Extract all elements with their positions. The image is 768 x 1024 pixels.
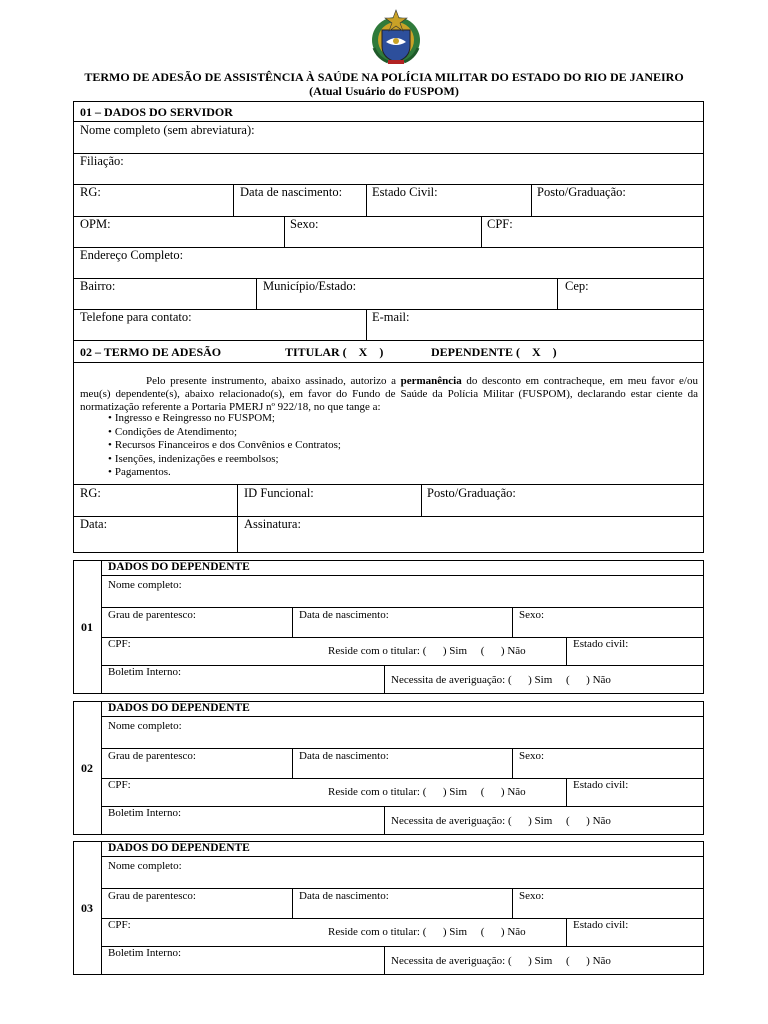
posto-signature-field[interactable]: Posto/Graduação: (427, 486, 516, 500)
dependent-grau-field[interactable]: Grau de parentesco: (108, 750, 196, 762)
rg-field[interactable]: RG: (80, 185, 101, 199)
dependent-grau-field[interactable]: Grau de parentesco: (108, 609, 196, 621)
divider (101, 607, 704, 608)
dependent-reside-checkbox[interactable]: Reside com o titular: ( ) Sim ( ) Não (328, 645, 526, 657)
divider (101, 665, 704, 666)
dependent-cpf-field[interactable]: CPF: (108, 638, 131, 650)
divider (512, 888, 513, 918)
servidor-form (73, 101, 704, 553)
dependent-sexo-field[interactable]: Sexo: (519, 750, 545, 762)
nome-completo-field[interactable]: Nome completo (sem abreviatura): (80, 123, 255, 137)
list-item: • Condições de Atendimento; (108, 426, 341, 440)
section2-heading: 02 – TERMO DE ADESÃO (80, 345, 222, 359)
divider (101, 575, 704, 576)
assinatura-field[interactable]: Assinatura: (244, 517, 301, 531)
dependent-heading: DADOS DO DEPENDENTE (108, 561, 250, 573)
list-item: • Ingresso e Reingresso no FUSPOM; (108, 412, 341, 426)
divider (384, 806, 385, 835)
divider (292, 888, 293, 918)
email-field[interactable]: E-mail: (372, 310, 410, 324)
dependent-estado-civil-field[interactable]: Estado civil: (573, 638, 629, 650)
filiacao-field[interactable]: Filiação: (80, 154, 124, 168)
divider (566, 918, 567, 946)
sexo-field[interactable]: Sexo: (290, 217, 319, 231)
dependent-data-nascimento-field[interactable]: Data de nascimento: (299, 890, 389, 902)
adesao-paragraph: Pelo presente instrumento, abaixo assinado, autorizo a permanência do desconto em contracheque, em meu favor e/ou meu(s) dependente(s), abaixo relacionado(s), em favor do Fundo de Saúde da Polícia Militar (FUSPOM), declarando estar ciente da normatização referente a Portaria PMERJ nº 922/18, no que tange a: (80, 375, 698, 413)
section1-heading: 01 – DADOS DO SERVIDOR (80, 105, 233, 119)
dependent-cpf-field[interactable]: CPF: (108, 779, 131, 791)
dependent-estado-civil-field[interactable]: Estado civil: (573, 919, 629, 931)
rg-signature-field[interactable]: RG: (80, 486, 101, 500)
dependent-cpf-field[interactable]: CPF: (108, 919, 131, 931)
divider (101, 748, 704, 749)
estado-civil-field[interactable]: Estado Civil: (372, 185, 438, 199)
divider (384, 946, 385, 975)
posto-graduacao-field[interactable]: Posto/Graduação: (537, 185, 626, 199)
dependent-boletim-field[interactable]: Boletim Interno: (108, 666, 182, 678)
list-item: • Isenções, indenizações e reembolsos; (108, 453, 341, 467)
divider (566, 637, 567, 665)
document-title: TERMO DE ADESÃO DE ASSISTÊNCIA À SAÚDE NA POLÍCIA MILITAR DO ESTADO DO RIO DE JANEIRO (84, 70, 684, 84)
list-item: • Recursos Financeiros e dos Convênios e Contratos; (108, 439, 341, 453)
divider (566, 778, 567, 806)
divider (101, 888, 704, 889)
dependent-heading: DADOS DO DEPENDENTE (108, 842, 250, 854)
cep-field[interactable]: Cep: (565, 279, 589, 293)
dependent-averiguacao-checkbox[interactable]: Necessita de averiguação: ( ) Sim ( ) Não (391, 674, 611, 686)
dependent-boletim-field[interactable]: Boletim Interno: (108, 947, 182, 959)
adesao-bullet-list (108, 412, 341, 480)
dependent-grau-field[interactable]: Grau de parentesco: (108, 890, 196, 902)
dependent-number: 01 (81, 620, 93, 634)
list-item: • Pagamentos. (108, 466, 341, 480)
endereco-field[interactable]: Endereço Completo: (80, 248, 184, 262)
dependent-number: 03 (81, 901, 93, 915)
dependent-data-nascimento-field[interactable]: Data de nascimento: (299, 750, 389, 762)
divider (512, 607, 513, 637)
divider (101, 806, 704, 807)
dependent-nome-field[interactable]: Nome completo: (108, 720, 182, 732)
dependent-sexo-field[interactable]: Sexo: (519, 890, 545, 902)
divider (512, 748, 513, 778)
data-field[interactable]: Data: (80, 517, 108, 531)
divider (292, 607, 293, 637)
dependent-averiguacao-checkbox[interactable]: Necessita de averiguação: ( ) Sim ( ) Não (391, 955, 611, 967)
titular-checkbox[interactable]: TITULAR ( X ) (285, 345, 384, 359)
bairro-field[interactable]: Bairro: (80, 279, 116, 293)
coat-of-arms-icon (368, 8, 424, 66)
document-subtitle: (Atual Usuário do FUSPOM) (309, 84, 459, 98)
divider (101, 716, 704, 717)
divider (101, 856, 704, 857)
dependent-heading: DADOS DO DEPENDENTE (108, 702, 250, 714)
dependent-estado-civil-field[interactable]: Estado civil: (573, 779, 629, 791)
dependent-boletim-field[interactable]: Boletim Interno: (108, 807, 182, 819)
telefone-field[interactable]: Telefone para contato: (80, 310, 192, 324)
dependent-reside-checkbox[interactable]: Reside com o titular: ( ) Sim ( ) Não (328, 926, 526, 938)
id-funcional-field[interactable]: ID Funcional: (244, 486, 314, 500)
cpf-field[interactable]: CPF: (487, 217, 513, 231)
data-nascimento-field[interactable]: Data de nascimento: (240, 185, 343, 199)
dependent-nome-field[interactable]: Nome completo: (108, 860, 182, 872)
dependent-sexo-field[interactable]: Sexo: (519, 609, 545, 621)
dependent-nome-field[interactable]: Nome completo: (108, 579, 182, 591)
municipio-field[interactable]: Município/Estado: (263, 279, 357, 293)
opm-field[interactable]: OPM: (80, 217, 111, 231)
dependent-number: 02 (81, 761, 93, 775)
divider (384, 665, 385, 694)
dependent-data-nascimento-field[interactable]: Data de nascimento: (299, 609, 389, 621)
dependente-checkbox[interactable]: DEPENDENTE ( X ) (431, 345, 557, 359)
dependent-reside-checkbox[interactable]: Reside com o titular: ( ) Sim ( ) Não (328, 786, 526, 798)
divider (101, 946, 704, 947)
divider (292, 748, 293, 778)
dependent-averiguacao-checkbox[interactable]: Necessita de averiguação: ( ) Sim ( ) Não (391, 815, 611, 827)
